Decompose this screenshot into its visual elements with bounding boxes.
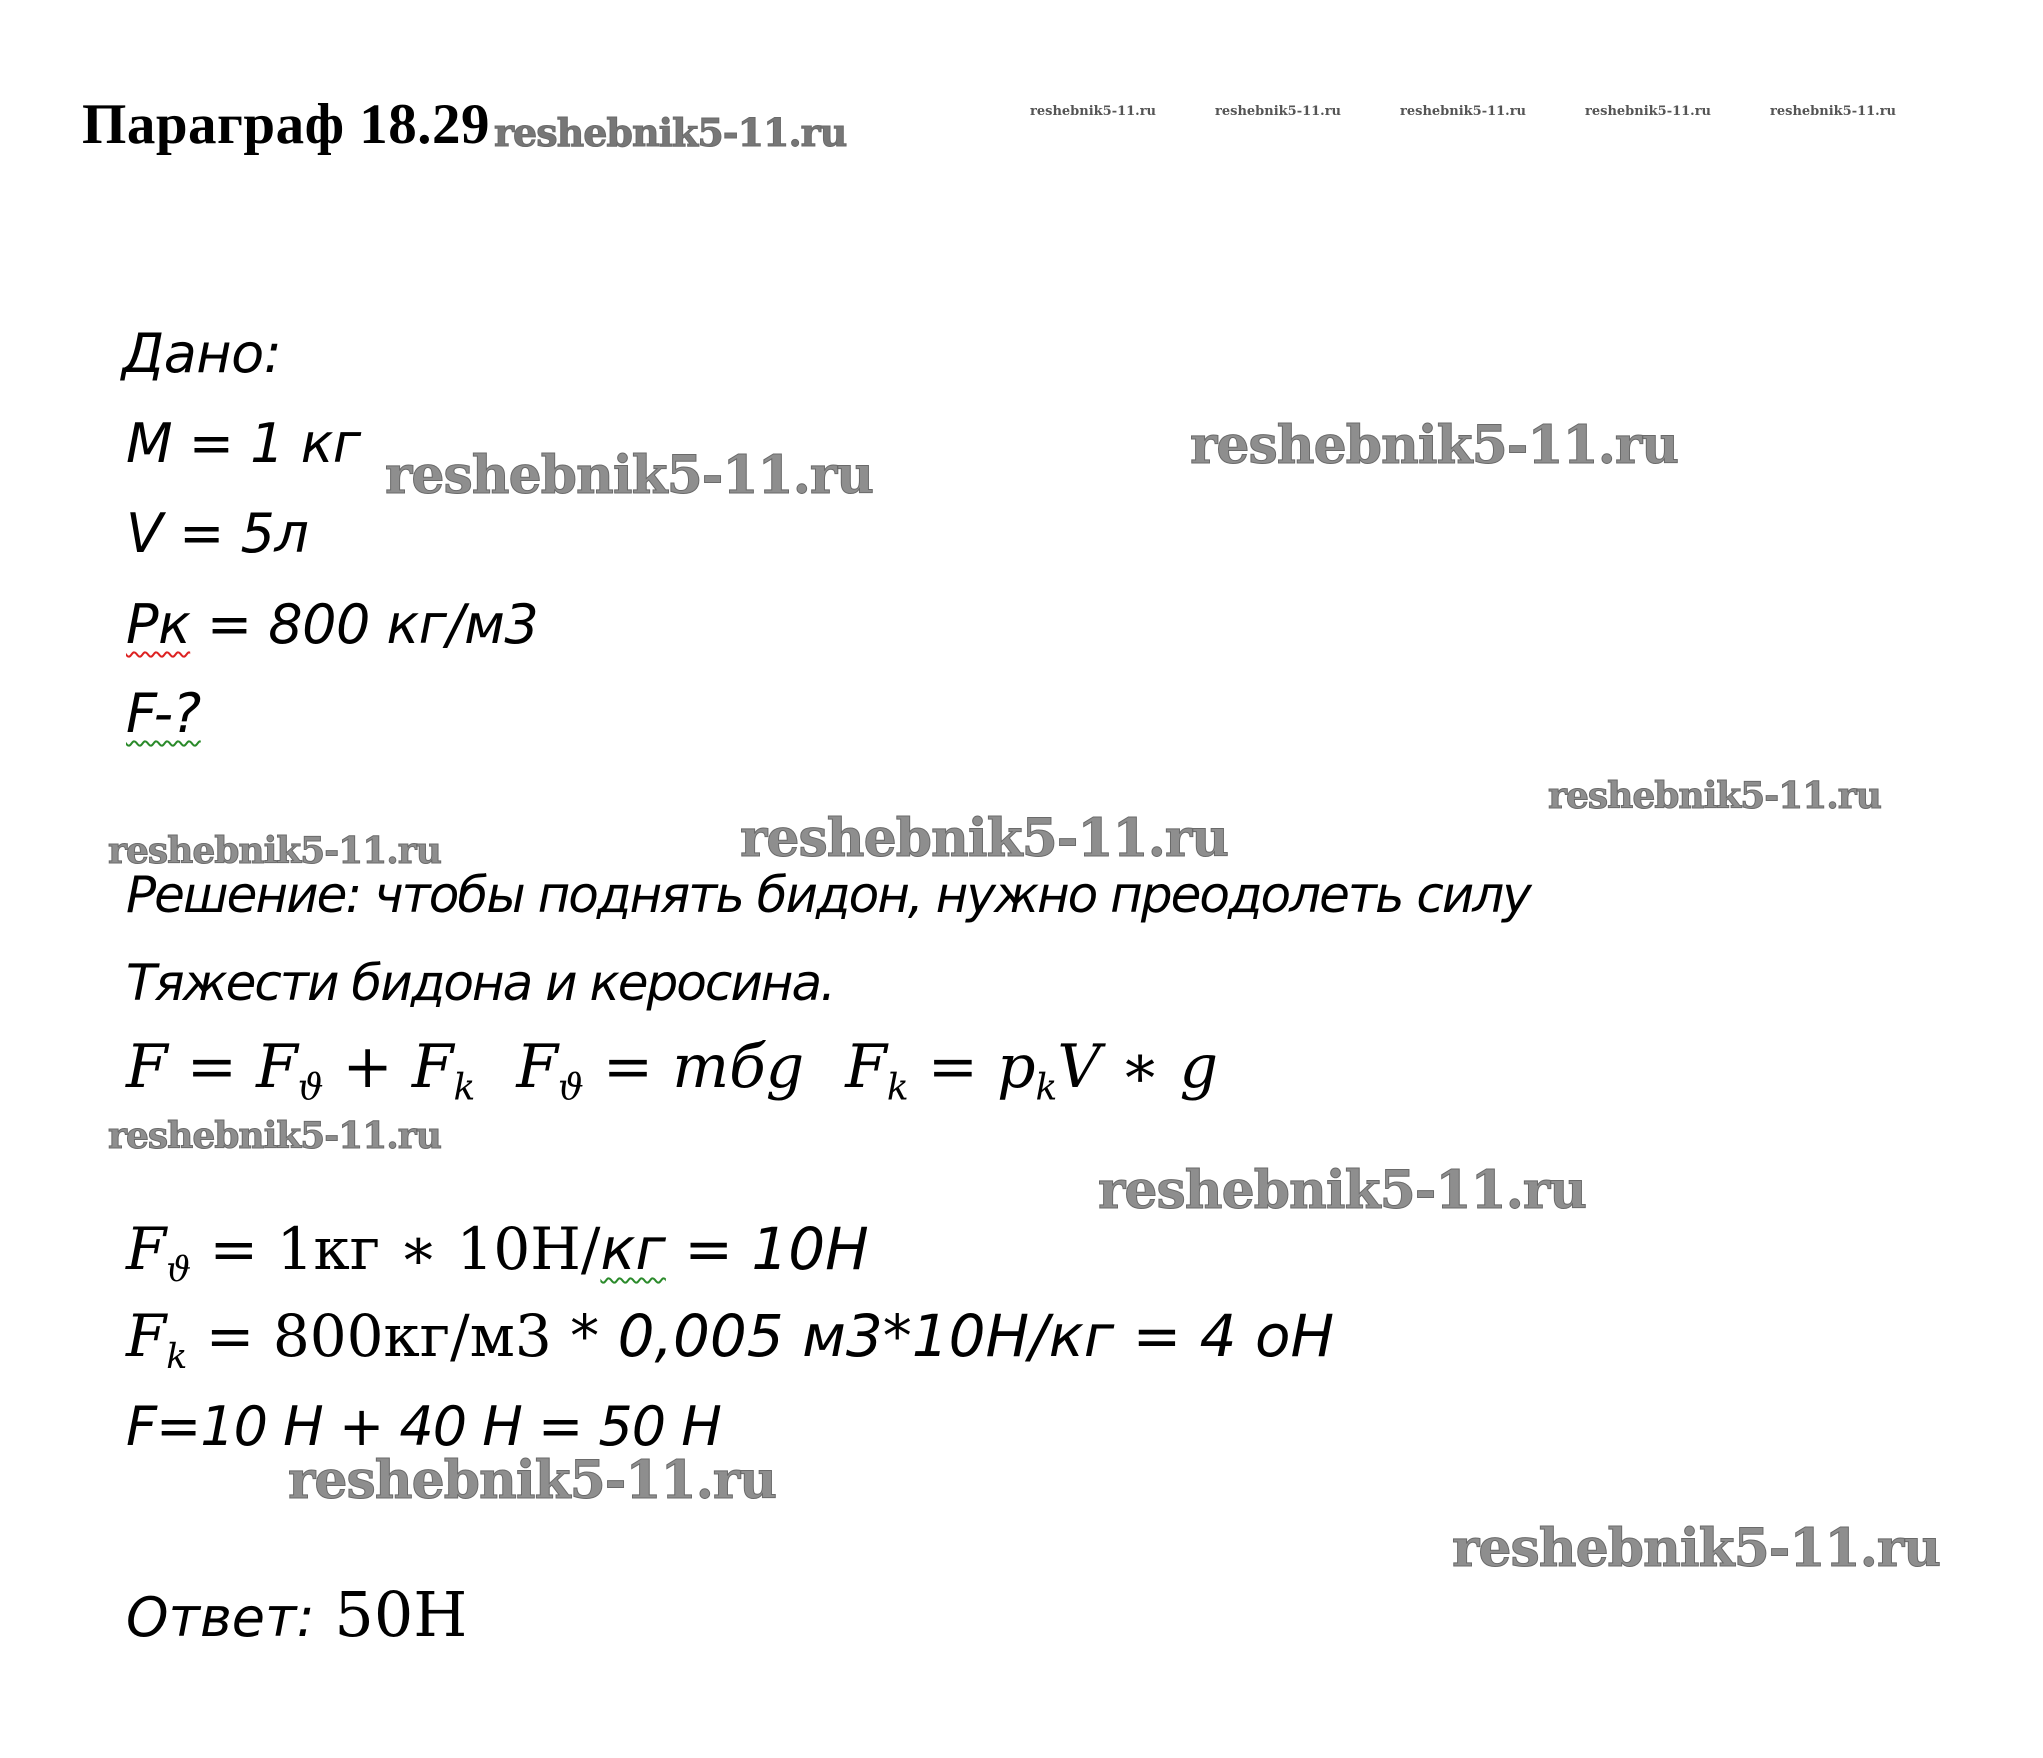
formula-sub-b: ϑ — [297, 1067, 324, 1109]
formula-sub-k2: k — [886, 1067, 909, 1109]
watermark-small-5: reshebnik5-11.ru — [1770, 104, 1897, 119]
calc1-F: F — [126, 1215, 167, 1283]
formula-eq2: = — [583, 1032, 673, 1102]
formula-Fb: F — [256, 1032, 298, 1102]
watermark-small-3: reshebnik5-11.ru — [1400, 104, 1527, 119]
formula-Fk2: F — [845, 1032, 887, 1102]
watermark-title: reshebnik5-11.ru — [494, 110, 847, 155]
watermark-7: reshebnik5-11.ru — [1098, 1160, 1587, 1221]
given-heading: Дано: — [122, 322, 282, 385]
watermark-small-1: reshebnik5-11.ru — [1030, 104, 1157, 119]
answer-label: Ответ: — [126, 1586, 315, 1649]
calc2-rest: * 0,005 м3*10Н/кг = 4 оН — [551, 1302, 1335, 1370]
formula-eq3: = — [908, 1032, 998, 1102]
given-density — [126, 593, 538, 656]
watermark-3: reshebnik5-11.ru — [1548, 775, 1881, 817]
calc2-sub: k — [166, 1337, 188, 1378]
given-find-text: F-? — [126, 682, 201, 745]
given-volume: V = 5л — [126, 502, 309, 565]
formula-mbg: mбg — [672, 1032, 805, 1102]
calc2-val: 800кг/м3 — [272, 1302, 552, 1370]
formula-eq: = — [167, 1032, 257, 1102]
calc1-eq: = — [191, 1215, 277, 1283]
watermark-5: reshebnik5-11.ru — [740, 808, 1229, 869]
given-find — [126, 682, 201, 745]
given-density-value: = 800 кг/м3 — [190, 593, 539, 656]
calc2-eq: = — [187, 1302, 273, 1370]
watermark-2: reshebnik5-11.ru — [1190, 415, 1679, 476]
solution-line-2: Тяжести бидона и керосина. — [126, 954, 835, 1012]
formula-p: p — [997, 1032, 1036, 1102]
calc1-sub: ϑ — [166, 1250, 192, 1291]
formula-sub-k: k — [453, 1067, 476, 1109]
formula-vg: V ∗ g — [1057, 1032, 1219, 1102]
solution-text-1: чтобы поднять бидон, нужно преодолеть силу — [360, 866, 1530, 924]
watermark-small-4: reshebnik5-11.ru — [1585, 104, 1712, 119]
calc1-unit: кг — [600, 1215, 666, 1283]
watermark-small-2: reshebnik5-11.ru — [1215, 104, 1342, 119]
watermark-1: reshebnik5-11.ru — [385, 445, 874, 506]
solution-line-1 — [126, 866, 1530, 924]
calc-line-2 — [126, 1302, 1334, 1377]
calc-line-1 — [126, 1215, 869, 1290]
answer-line — [126, 1578, 467, 1651]
formula-sub-b2: ϑ — [558, 1067, 584, 1109]
answer-value: 50Н — [314, 1578, 468, 1651]
given-density-symbol: Pк — [126, 593, 191, 656]
formula-Fk: F — [411, 1032, 454, 1102]
formula-main — [126, 1032, 1218, 1109]
watermark-4: reshebnik5-11.ru — [108, 830, 441, 872]
given-mass: M = 1 кг — [126, 412, 361, 475]
calc1-result: = 10Н — [665, 1215, 869, 1283]
calc-line-3: F=10 Н + 40 Н = 50 Н — [126, 1395, 721, 1458]
watermark-9: reshebnik5-11.ru — [1452, 1518, 1941, 1579]
page-title: Параграф 18.29 — [82, 93, 491, 156]
watermark-8: reshebnik5-11.ru — [288, 1450, 777, 1511]
formula-plus: + — [323, 1032, 412, 1102]
watermark-6: reshebnik5-11.ru — [108, 1115, 441, 1157]
calc2-F: F — [126, 1302, 167, 1370]
solution-label: Решение: — [126, 866, 361, 924]
formula-sub-p: k — [1035, 1067, 1058, 1109]
formula-Fb2: F — [516, 1032, 559, 1102]
calc1-val: 1кг ∗ 10Н/ — [276, 1215, 601, 1283]
formula-F: F — [126, 1032, 168, 1102]
